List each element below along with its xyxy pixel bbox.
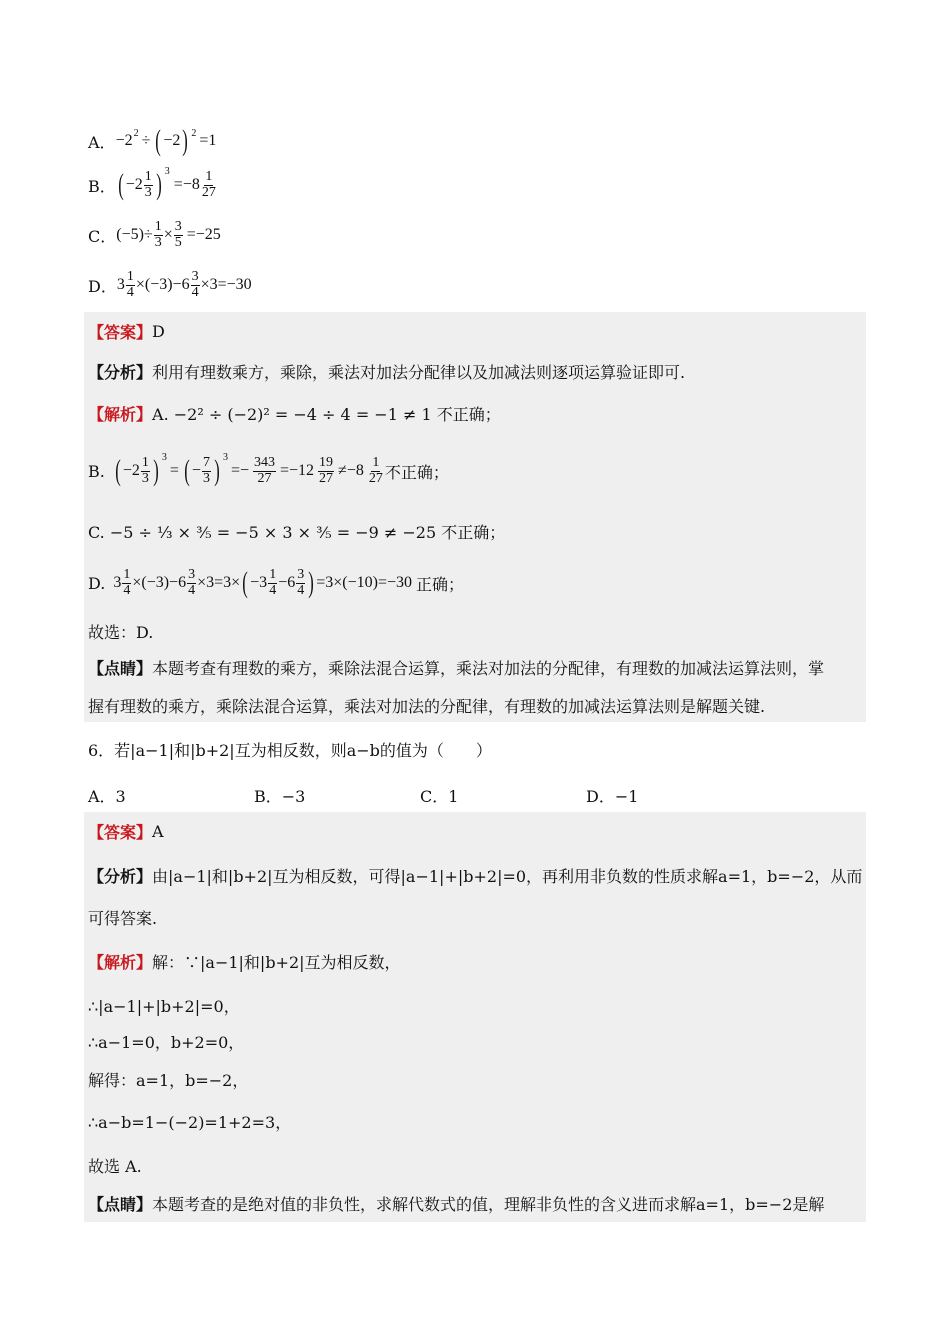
q6-analysis-line-2: [88, 906, 866, 929]
expr-part: =−25: [186, 226, 221, 244]
denominator: 3: [141, 470, 149, 486]
solution-text: ∴a−1=0，b+2=0，: [88, 1033, 245, 1052]
denominator: 3: [202, 470, 210, 486]
option-letter: B．: [88, 176, 116, 196]
fraction: [187, 568, 196, 598]
choose-text: 故选：D.: [88, 623, 154, 642]
option-b-expression: [116, 165, 218, 202]
fraction: [144, 170, 153, 200]
q6-solution-3: [88, 1030, 866, 1053]
paren: (: [184, 454, 190, 488]
numerator: 3: [174, 219, 182, 234]
q5-solution-c: [88, 520, 866, 543]
option-a-expression: [116, 126, 217, 156]
paren: ): [214, 454, 220, 488]
expr-part: ≠−8: [338, 462, 364, 480]
fraction: [296, 568, 305, 598]
fraction: [154, 220, 163, 250]
expr-part: =−: [230, 462, 249, 480]
analysis-tag: 【分析】: [88, 363, 153, 382]
fraction: [368, 456, 384, 486]
fraction: [201, 170, 217, 200]
denominator: 4: [297, 582, 305, 598]
denominator: 4: [126, 284, 134, 300]
expr-part: ×3=−30: [200, 276, 252, 294]
denominator: 27: [201, 184, 216, 200]
numerator: 7: [202, 455, 210, 470]
fraction: [318, 456, 334, 486]
option-a: A．3: [88, 787, 126, 806]
denominator: 4: [191, 284, 199, 300]
fraction: [268, 568, 277, 598]
numerator: 1: [141, 455, 149, 470]
denominator: 3: [144, 184, 152, 200]
q6-options: [88, 784, 866, 807]
numerator: 3: [191, 269, 199, 284]
comment-tag: 【点睛】: [88, 659, 153, 678]
q5-analysis-line: [88, 360, 866, 383]
solution-d-expression: 3 $\frac{1}{4}$ ×(−3)−6 $\frac{3}{4}$ ×3=3× ( −3 $\frac{1}{4}$ −6 $\frac{3}{4}$ ) =3×(−10)=−30: [113, 566, 412, 600]
expr-sup: 3: [222, 451, 228, 463]
option-b: B．−3: [254, 787, 306, 806]
q5-comment-line-1: [88, 656, 866, 679]
analysis-text: 利用有理数乘方，乘除，乘法对加法分配律以及加减法则逐项运算验证即可.: [152, 363, 686, 382]
answer-value: A: [152, 822, 164, 841]
paren: ): [156, 168, 162, 202]
paren: (: [115, 454, 121, 488]
expr-part: ×(−3)−6: [135, 276, 190, 294]
paren: ): [308, 566, 314, 600]
numerator: 19: [319, 455, 334, 470]
q6-comment-line: [88, 1192, 866, 1215]
q6-solution-2: [88, 994, 866, 1017]
denominator: 27: [257, 470, 272, 486]
fraction: [126, 270, 135, 300]
solution-b-prefix: B.: [88, 461, 105, 481]
solution-b-tail: 不正确；: [384, 462, 449, 482]
q5-comment-line-2: [88, 694, 866, 717]
fraction: [202, 456, 211, 486]
option-a: [88, 126, 866, 156]
solution-tag: 【解析】: [88, 405, 153, 424]
solution-text: ∴|a−1|+|b+2|=0，: [88, 997, 240, 1016]
denominator: 3: [154, 234, 162, 250]
denominator: 4: [123, 582, 131, 598]
q6-analysis-line-1: [88, 864, 866, 887]
q5-answer-line: [88, 320, 866, 343]
comment-tag: 【点睛】: [88, 1195, 153, 1214]
numerator: 1: [269, 567, 277, 582]
expr-part: =: [169, 462, 179, 480]
answer-tag: 【答案】: [88, 823, 153, 842]
q5-choose-line: [88, 620, 866, 643]
option-d: [88, 270, 866, 300]
q5-solution-d: [88, 568, 866, 598]
option-letter: D．: [88, 276, 117, 296]
option-d: D．−1: [586, 787, 639, 806]
denominator: 5: [174, 234, 182, 250]
option-letter: A．: [88, 132, 116, 152]
analysis-text: 可得答案.: [88, 909, 158, 928]
denominator: 4: [188, 582, 196, 598]
numerator: 3: [188, 567, 196, 582]
option-d-expression: [117, 270, 252, 300]
fraction: [253, 456, 276, 486]
paren: (: [118, 168, 124, 202]
fraction: [122, 568, 131, 598]
denominator: 4: [269, 582, 277, 598]
q6-solution-5: [88, 1110, 866, 1133]
expr-sup: 3: [161, 451, 167, 463]
expr-sup: 2: [191, 127, 197, 139]
expr-sup: 3: [164, 165, 170, 177]
expr-part: 3: [116, 276, 125, 294]
paren: ): [153, 454, 159, 488]
q6-choose-line: [88, 1154, 866, 1177]
fraction: [141, 456, 150, 486]
expr-part: −2: [115, 132, 133, 149]
numerator: 1: [126, 269, 134, 284]
solution-c-text: C. −5 ÷ ⅓ × ⅗ = −5 × 3 × ⅗ = −9 ≠ −25 不正确；: [88, 523, 506, 542]
numerator: 343: [253, 455, 275, 470]
expr-part: =−8: [173, 176, 200, 194]
expr-part: =−12: [279, 462, 315, 480]
numerator: 1: [372, 455, 380, 470]
solution-a-text: A. −2² ÷ (−2)² = −4 ÷ 4 = −1 ≠ 1 不正确；: [152, 405, 501, 424]
comment-text: 本题考查有理数的乘方，乘除法混合运算，乘法对加法的分配律，有理数的加减法运算法则，掌: [152, 659, 825, 678]
expr-part: (−5)÷: [116, 226, 153, 244]
q6-solution-1: [88, 950, 866, 973]
option-c: [88, 220, 866, 250]
analysis-tag: 【分析】: [88, 867, 153, 886]
solution-tag: 【解析】: [88, 953, 153, 972]
analysis-text: 由|a−1|和|b+2|互为相反数，可得|a−1|+|b+2|=0，再利用非负数的性质求解a=1，b=−2，从而: [152, 867, 863, 886]
q5-solution-a: [88, 402, 866, 425]
expr-part: ÷: [141, 132, 151, 149]
fraction: [191, 270, 200, 300]
expr-part: −2: [163, 132, 181, 149]
numerator: 1: [123, 567, 131, 582]
solution-text: ∴a−b=1−(−2)=1+2=3，: [88, 1113, 292, 1132]
paren: ): [182, 124, 189, 157]
paren: (: [242, 566, 248, 600]
q6-answer-line: [88, 820, 866, 843]
solution-b-expression: ( −2 $\frac{1}{3}$ ) 3 = ( − $\frac{7}{3}$ ) 3 =− $\frac{343}{27}$ =−12 $\frac{19}{27}$ ≠−8 $\frac{1}{27}$: [115, 451, 383, 488]
expr-part: ×: [163, 226, 173, 244]
option-c-expression: [116, 220, 221, 250]
solution-d-prefix: D.: [88, 573, 106, 593]
solution-text: 解得：a=1，b=−2，: [88, 1071, 249, 1090]
fraction: [174, 220, 183, 250]
question-stem: 6．若|a−1|和|b+2|互为相反数，则a−b的值为（ ）: [88, 741, 492, 760]
numerator: 3: [297, 567, 305, 582]
solution-text: 解：∵|a−1|和|b+2|互为相反数，: [152, 953, 401, 972]
answer-value: D: [152, 322, 165, 341]
solution-d-tail: 正确；: [416, 574, 465, 594]
choose-text: 故选 A.: [88, 1157, 142, 1176]
expr-sup: 2: [133, 127, 139, 139]
comment-text: 本题考查的是绝对值的非负性，求解代数式的值，理解非负性的含义进而求解a=1，b=−2是解: [152, 1195, 825, 1214]
numerator: 1: [144, 169, 152, 184]
denominator: 27: [319, 470, 334, 486]
answer-tag: 【答案】: [88, 323, 153, 342]
option-b: [88, 165, 866, 202]
expr-part: −2: [125, 176, 143, 194]
comment-text: 握有理数的乘方，乘除法混合运算，乘法对加法的分配律，有理数的加减法运算法则是解题关键.: [88, 697, 766, 716]
option-c: C．1: [420, 787, 459, 806]
q6-solution-4: [88, 1068, 866, 1091]
q5-solution-b: [88, 451, 866, 488]
expr-part: =1: [199, 132, 217, 149]
paren: (: [155, 124, 162, 157]
denominator: 27: [368, 470, 383, 486]
numerator: 1: [205, 169, 213, 184]
numerator: 1: [154, 219, 162, 234]
q6-stem: [88, 738, 866, 761]
option-letter: C．: [88, 226, 117, 246]
